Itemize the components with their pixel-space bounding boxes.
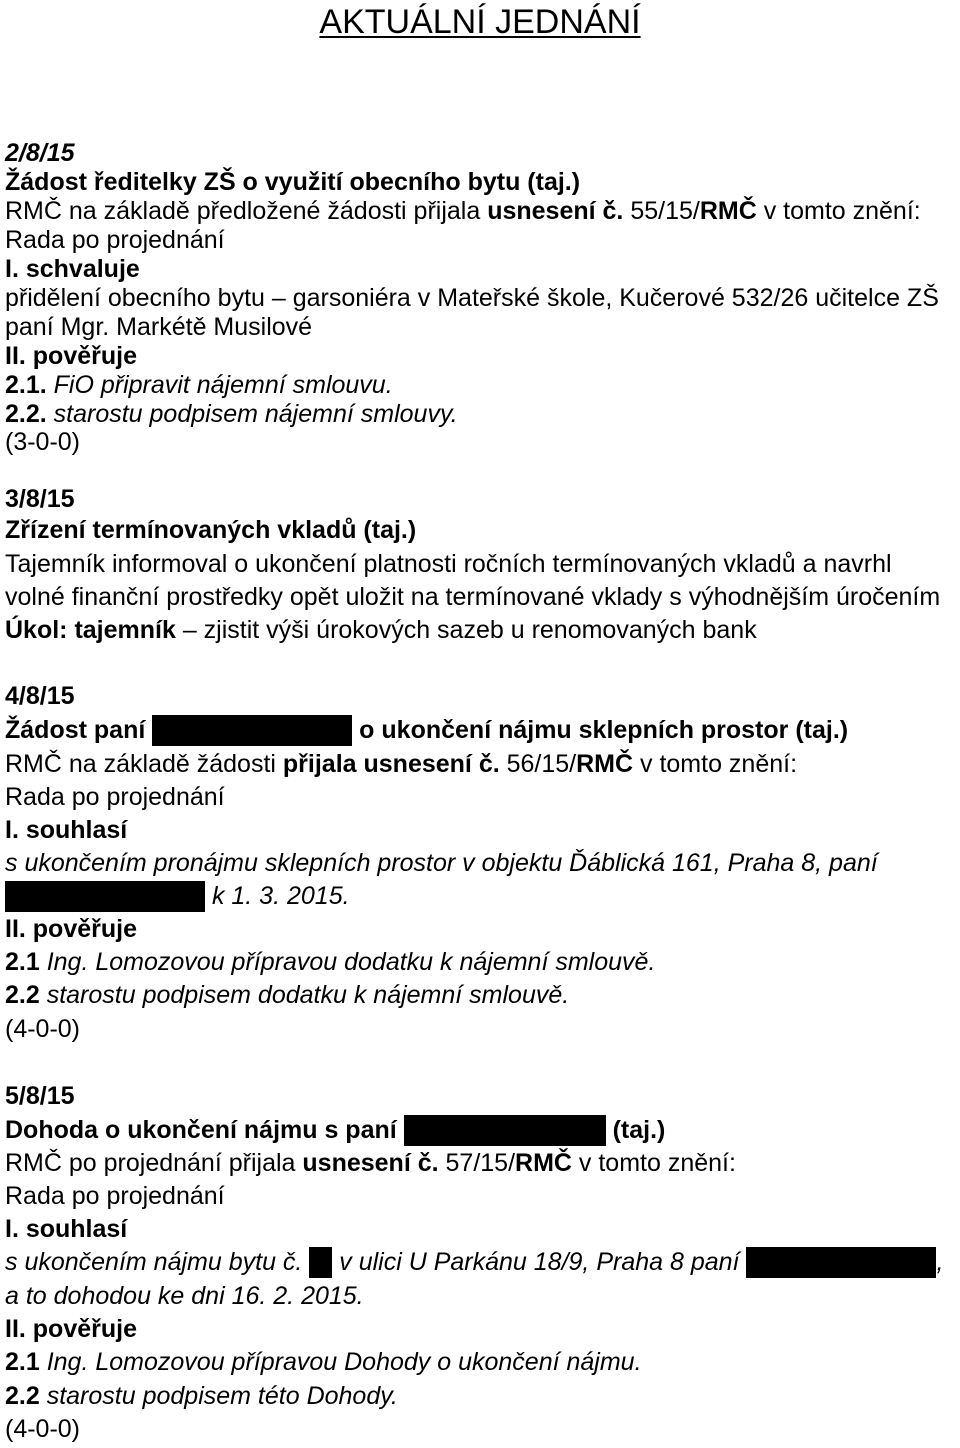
resolution-lead: RMČ po projednání přijala bbox=[5, 1149, 303, 1177]
resolution-label: usnesení č. bbox=[487, 197, 624, 225]
decision-text: paní Mgr. Markétě Musilové bbox=[5, 313, 313, 341]
resolution-label: přijala usnesení č. bbox=[282, 750, 500, 778]
resolution-label: usnesení č. bbox=[302, 1149, 439, 1177]
task-text: starostu podpisem dodatku k nájemní smlouvě. bbox=[39, 981, 570, 1009]
resolution-lead: RMČ na základě předložené žádosti přijala bbox=[5, 197, 488, 225]
decision-heading: I. schvaluje bbox=[5, 255, 140, 283]
decision-text: s ukončením pronájmu sklepních prostor v objektu Ďáblická 161, Praha 8, paní bbox=[5, 849, 878, 877]
item-number: 2/8/15 bbox=[5, 139, 75, 167]
decision-text-part: v ulici U Parkánu 18/9, Praha 8 paní bbox=[332, 1248, 747, 1276]
redaction-box bbox=[152, 715, 352, 746]
resolution-tail: v tomto znění: bbox=[756, 197, 921, 225]
preamble: Rada po projednání bbox=[5, 783, 225, 811]
task-number: 2.2 bbox=[5, 1382, 40, 1410]
task-text: starostu podpisem této Dohody. bbox=[39, 1382, 398, 1410]
resolution-tail: v tomto znění: bbox=[571, 1149, 736, 1177]
resolution-lead: RMČ na základě žádosti bbox=[5, 750, 283, 778]
task-text: – zjistit výši úrokových sazeb u renomovaných bank bbox=[175, 616, 757, 644]
task-line bbox=[5, 1346, 642, 1379]
task-number: 2.2 bbox=[5, 981, 40, 1009]
task-assignment bbox=[5, 614, 757, 647]
preamble: Rada po projednání bbox=[5, 226, 225, 254]
task-number: 2.2. bbox=[5, 400, 47, 428]
heading-after: o ukončení nájmu sklepních prostor (taj.) bbox=[352, 716, 849, 744]
task-text: starostu podpisem nájemní smlouvy. bbox=[46, 400, 458, 428]
redaction-box bbox=[309, 1247, 332, 1278]
resolution-suffix: RMČ bbox=[699, 197, 757, 225]
task-line bbox=[5, 979, 569, 1012]
task-text: Ing. Lomozovou přípravou Dohody o ukončení nájmu. bbox=[39, 1348, 642, 1376]
decision-heading: I. souhlasí bbox=[5, 1215, 128, 1243]
task-line bbox=[5, 946, 655, 979]
decision-text bbox=[5, 1246, 943, 1279]
resolution-line bbox=[5, 1147, 736, 1180]
resolution-suffix: RMČ bbox=[576, 750, 634, 778]
mandate-heading: II. pověřuje bbox=[5, 342, 137, 370]
item-number: 5/8/15 bbox=[5, 1082, 75, 1110]
resolution-line bbox=[5, 748, 797, 781]
decision-text: a to dohodou ke dni 16. 2. 2015. bbox=[5, 1282, 364, 1310]
task-number: 2.1 bbox=[5, 948, 40, 976]
task-number: 2.1. bbox=[5, 371, 47, 399]
resolution-number: 55/15/ bbox=[623, 197, 700, 225]
report-text: Tajemník informoval o ukončení platnosti ročních termínovaných vkladů a navrhl bbox=[5, 550, 892, 578]
page-title: AKTUÁLNÍ JEDNÁNÍ bbox=[319, 3, 641, 41]
item-heading: Zřízení termínovaných vkladů (taj.) bbox=[5, 516, 417, 544]
item-number: 4/8/15 bbox=[5, 682, 75, 710]
resolution-number: 56/15/ bbox=[499, 750, 577, 778]
mandate-heading: II. pověřuje bbox=[5, 915, 137, 943]
decision-text: přidělení obecního bytu – garsoniéra v Mateřské škole, Kučerové 532/26 učitelce ZŠ bbox=[5, 284, 939, 312]
resolution-line bbox=[5, 197, 921, 226]
vote-result: (3-0-0) bbox=[5, 428, 81, 456]
redaction-box bbox=[746, 1247, 936, 1278]
task-text: Ing. Lomozovou přípravou dodatku k nájemní smlouvě. bbox=[39, 948, 656, 976]
resolution-number: 57/15/ bbox=[438, 1149, 516, 1177]
item-heading bbox=[5, 1114, 665, 1147]
redaction-box bbox=[404, 1115, 606, 1146]
decision-text-part: s ukončením nájmu bytu č. bbox=[5, 1248, 310, 1276]
task-text: FiO připravit nájemní smlouvu. bbox=[46, 371, 393, 399]
resolution-suffix: RMČ bbox=[515, 1149, 572, 1177]
heading-before: Žádost paní bbox=[5, 716, 153, 744]
vote-result: (4-0-0) bbox=[5, 1415, 81, 1443]
task-number: 2.1 bbox=[5, 1348, 40, 1376]
task-line bbox=[5, 400, 458, 429]
decision-text-part: , bbox=[936, 1248, 944, 1276]
task-label: Úkol: tajemník bbox=[5, 616, 176, 644]
item-heading: Žádost ředitelky ZŠ o využití obecního bytu (taj.) bbox=[5, 168, 581, 196]
mandate-heading: II. pověřuje bbox=[5, 1315, 137, 1343]
decision-date: k 1. 3. 2015. bbox=[205, 882, 350, 910]
heading-after: (taj.) bbox=[605, 1116, 666, 1144]
decision-text bbox=[5, 880, 350, 913]
preamble: Rada po projednání bbox=[5, 1182, 225, 1210]
task-line bbox=[5, 371, 393, 400]
redaction-box bbox=[5, 881, 205, 912]
item-number: 3/8/15 bbox=[5, 485, 75, 513]
decision-heading: I. souhlasí bbox=[5, 816, 128, 844]
report-text: volné finanční prostředky opět uložit na termínované vklady s výhodnějším úročením bbox=[5, 583, 941, 611]
heading-before: Dohoda o ukončení nájmu s paní bbox=[5, 1116, 404, 1144]
vote-result: (4-0-0) bbox=[5, 1015, 81, 1043]
item-heading bbox=[5, 714, 848, 747]
task-line bbox=[5, 1380, 398, 1413]
resolution-tail: v tomto znění: bbox=[633, 750, 798, 778]
